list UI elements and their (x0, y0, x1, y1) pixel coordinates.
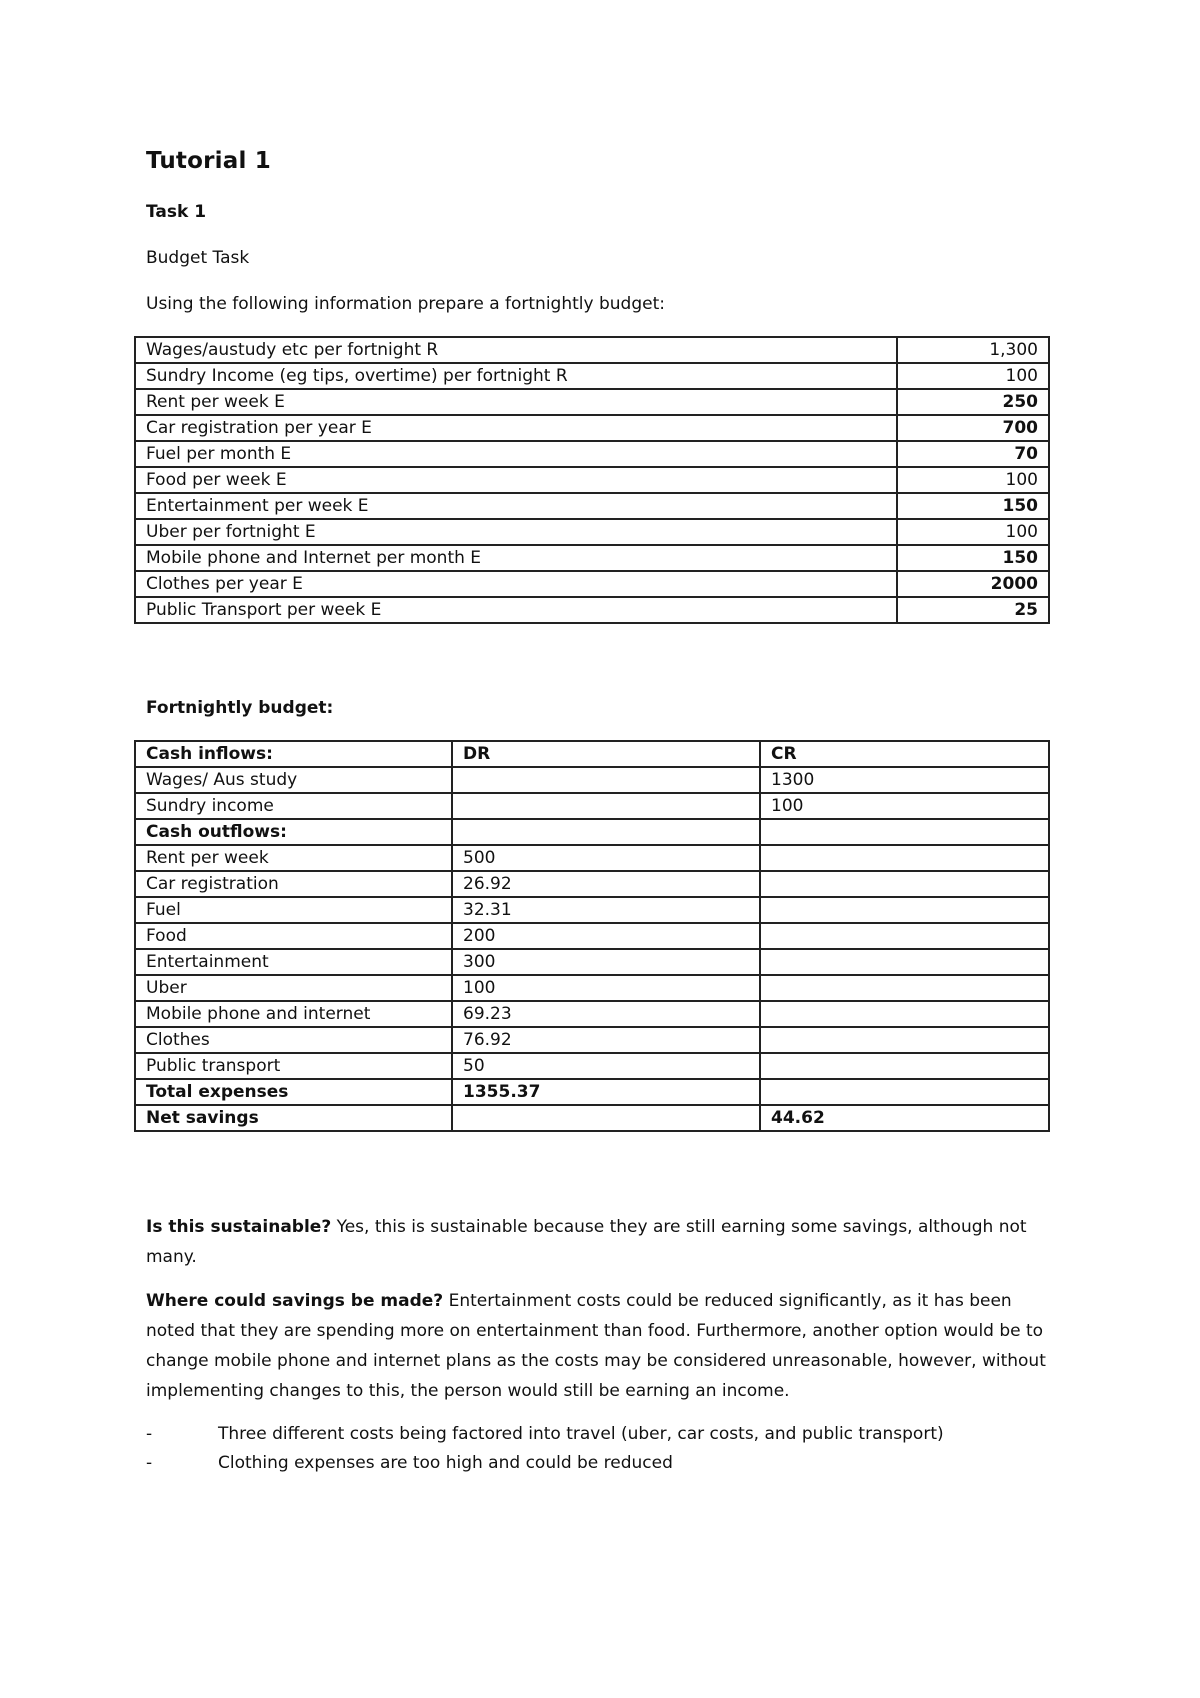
info-value: 100 (897, 467, 1049, 493)
info-value: 700 (897, 415, 1049, 441)
budget-cr-cell (760, 1053, 1049, 1079)
bullet-text: Clothing expenses are too high and could be reduced (218, 1453, 673, 1473)
savings-answer: Entertainment costs could be reduced significantly, as it has been noted that they are spending more on entertainment than food. Furthermore, another option would be to change mobile phone and internet plans as the costs may be considered unreasonable, however, without implementing changes to this, the person would still be earning an income. (146, 1291, 1046, 1401)
budget-dr-cell (452, 767, 760, 793)
budget-dr-cell: 76.92 (452, 1027, 760, 1053)
info-row (135, 571, 1049, 597)
info-value: 150 (897, 545, 1049, 571)
budget-row (135, 1053, 1049, 1079)
budget-cr-cell (760, 975, 1049, 1001)
budget-cr-cell (760, 1001, 1049, 1027)
info-row (135, 493, 1049, 519)
info-label: Fuel per month E (135, 441, 897, 467)
budget-cr-cell: 1300 (760, 767, 1049, 793)
info-label: Uber per fortnight E (135, 519, 897, 545)
info-value: 1,300 (897, 337, 1049, 363)
savings-question: Where could savings be made? (146, 1291, 444, 1311)
budget-dr-cell (452, 793, 760, 819)
budget-row (135, 923, 1049, 949)
info-row (135, 389, 1049, 415)
info-label: Clothes per year E (135, 571, 897, 597)
budget-label-cell: Sundry income (135, 793, 452, 819)
budget-row (135, 871, 1049, 897)
savings-paragraph (146, 1286, 1066, 1406)
budget-row (135, 819, 1049, 845)
budget-label-cell: Cash inflows: (135, 741, 452, 767)
budget-label-cell: Clothes (135, 1027, 452, 1053)
budget-row (135, 793, 1049, 819)
budget-label-cell: Net savings (135, 1105, 452, 1131)
budget-cr-cell (760, 897, 1049, 923)
info-value: 150 (897, 493, 1049, 519)
budget-row (135, 845, 1049, 871)
budget-label-cell: Public transport (135, 1053, 452, 1079)
budget-label-cell: Wages/ Aus study (135, 767, 452, 793)
info-value: 70 (897, 441, 1049, 467)
budget-row (135, 1027, 1049, 1053)
info-row (135, 363, 1049, 389)
info-value: 100 (897, 519, 1049, 545)
info-value: 25 (897, 597, 1049, 623)
info-label: Rent per week E (135, 389, 897, 415)
budget-dr-cell: 69.23 (452, 1001, 760, 1027)
info-table (134, 336, 1050, 624)
info-row (135, 467, 1049, 493)
budget-label-cell: Car registration (135, 871, 452, 897)
budget-cr-cell (760, 1079, 1049, 1105)
budget-label-cell: Entertainment (135, 949, 452, 975)
budget-cr-cell (760, 871, 1049, 897)
budget-cr-cell (760, 949, 1049, 975)
info-row (135, 545, 1049, 571)
info-label: Mobile phone and Internet per month E (135, 545, 897, 571)
info-label: Entertainment per week E (135, 493, 897, 519)
budget-label-cell: Uber (135, 975, 452, 1001)
budget-row (135, 1079, 1049, 1105)
budget-dr-cell: 500 (452, 845, 760, 871)
budget-row (135, 1001, 1049, 1027)
budget-label-cell: Mobile phone and internet (135, 1001, 452, 1027)
budget-dr-cell (452, 1105, 760, 1131)
budget-label-cell: Food (135, 923, 452, 949)
bullet-marker: - (146, 1453, 153, 1473)
info-label: Public Transport per week E (135, 597, 897, 623)
budget-cr-cell (760, 1027, 1049, 1053)
budget-dr-cell: DR (452, 741, 760, 767)
budget-dr-cell: 1355.37 (452, 1079, 760, 1105)
intro-text: Using the following information prepare a fortnightly budget: (146, 294, 665, 314)
budget-label-cell: Rent per week (135, 845, 452, 871)
budget-dr-cell: 26.92 (452, 871, 760, 897)
budget-row (135, 1105, 1049, 1131)
budget-cr-cell: 44.62 (760, 1105, 1049, 1131)
bullet-item (146, 1449, 944, 1478)
info-label: Food per week E (135, 467, 897, 493)
budget-row (135, 949, 1049, 975)
fortnightly-heading: Fortnightly budget: (146, 698, 334, 718)
budget-cr-cell (760, 819, 1049, 845)
info-row (135, 337, 1049, 363)
budget-dr-cell: 200 (452, 923, 760, 949)
task-subtitle: Budget Task (146, 248, 250, 268)
budget-row (135, 975, 1049, 1001)
budget-row (135, 897, 1049, 923)
bullet-marker: - (146, 1424, 153, 1444)
info-label: Wages/austudy etc per fortnight R (135, 337, 897, 363)
sustainability-paragraph (146, 1212, 1066, 1272)
sustainability-answer: Yes, this is sustainable because they are still earning some savings, although not many. (146, 1217, 1027, 1267)
budget-label-cell: Fuel (135, 897, 452, 923)
info-row (135, 415, 1049, 441)
budget-cr-cell (760, 923, 1049, 949)
budget-row (135, 741, 1049, 767)
budget-cr-cell: CR (760, 741, 1049, 767)
budget-cr-cell: 100 (760, 793, 1049, 819)
bullet-text: Three different costs being factored into travel (uber, car costs, and public transport) (218, 1424, 944, 1444)
info-row (135, 441, 1049, 467)
info-value: 2000 (897, 571, 1049, 597)
page-title: Tutorial 1 (146, 148, 271, 174)
info-row (135, 519, 1049, 545)
budget-dr-cell: 32.31 (452, 897, 760, 923)
budget-dr-cell: 50 (452, 1053, 760, 1079)
bullet-list (146, 1420, 944, 1478)
budget-table (134, 740, 1050, 1132)
info-label: Car registration per year E (135, 415, 897, 441)
budget-dr-cell: 100 (452, 975, 760, 1001)
info-value: 100 (897, 363, 1049, 389)
budget-dr-cell: 300 (452, 949, 760, 975)
budget-label-cell: Cash outflows: (135, 819, 452, 845)
budget-cr-cell (760, 845, 1049, 871)
info-row (135, 597, 1049, 623)
bullet-item (146, 1420, 944, 1449)
task-heading: Task 1 (146, 202, 207, 222)
info-value: 250 (897, 389, 1049, 415)
info-label: Sundry Income (eg tips, overtime) per fortnight R (135, 363, 897, 389)
budget-label-cell: Total expenses (135, 1079, 452, 1105)
sustainability-question: Is this sustainable? (146, 1217, 332, 1237)
budget-row (135, 767, 1049, 793)
budget-dr-cell (452, 819, 760, 845)
